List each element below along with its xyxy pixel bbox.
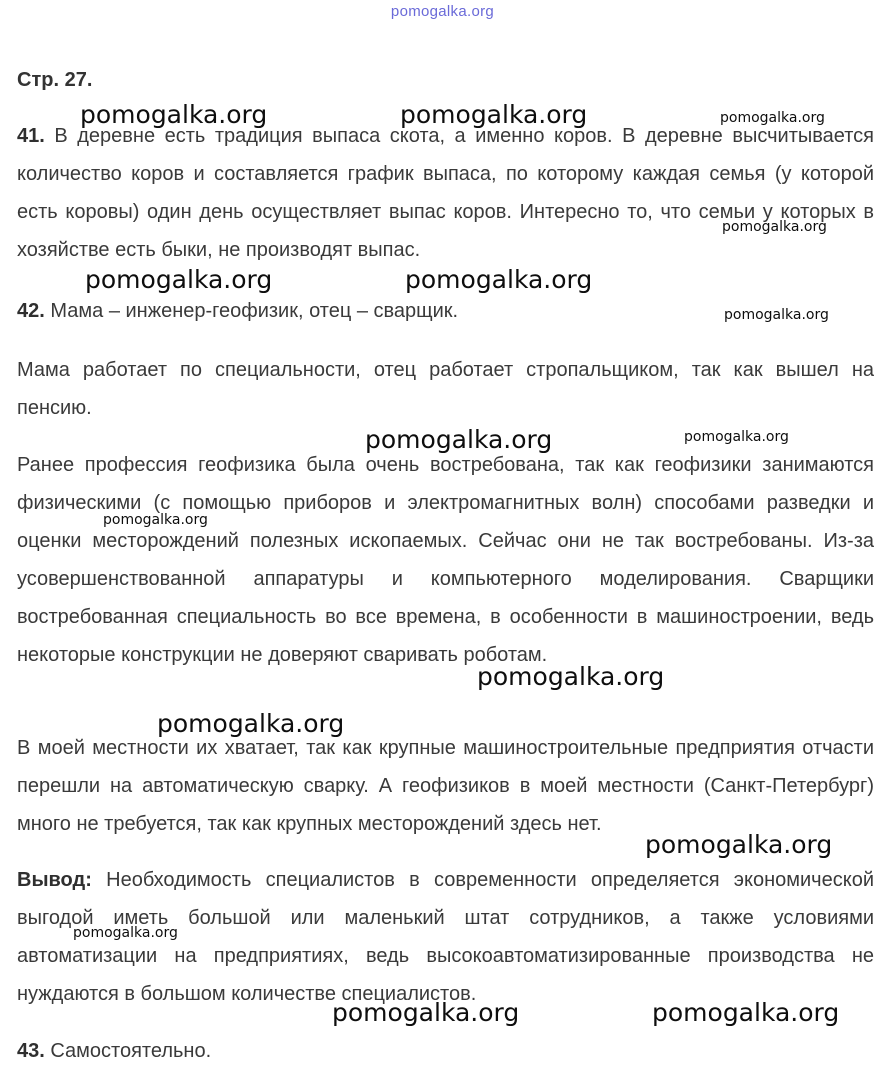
conclusion-label: Вывод: — [17, 869, 92, 891]
watermark: pomogalka.org — [332, 998, 520, 1027]
page-reference: Стр. 27. — [17, 69, 93, 91]
answer-42-paragraph-1: Мама работает по специальности, отец работает стропальщиком, так как вышел на пенсию. — [17, 359, 874, 419]
answer-42-paragraph-3: В моей местности их хватает, так как крупные машиностроительные предприятия отчасти перешли на автоматическую сварку. А геофизиков в моей местности (Санкт-Петербург) много не требуется, так как крупных месторождений здесь нет. — [17, 737, 874, 835]
answer-43-text: Самостоятельно. — [50, 1040, 212, 1062]
answer-41-text: В деревне есть традиция выпаса скота, а именно коров. В деревне высчитывается количество коров и составляется график выпаса, по которому каждая семья (у которой есть коровы) один день осуществляет выпас коров. Интересно то, что семьи у которых в хозяйстве есть быки, не производят выпас. — [17, 125, 874, 261]
watermark: pomogalka.org — [405, 265, 593, 294]
watermark: pomogalka.org — [477, 662, 665, 691]
watermark: pomogalka.org — [724, 307, 829, 323]
answer-43-number: 43. — [17, 1040, 45, 1062]
answer-42-number: 42. — [17, 300, 45, 322]
watermark: pomogalka.org — [365, 425, 553, 454]
answer-42-paragraph-2: Ранее профессия геофизика была очень востребована, так как геофизики занимаются физическими (с помощью приборов и электромагнитных волн) способами разведки и оценки месторождений полезных ископаемых. Сейчас они не так востребованы. Из-за усовершенствованной аппаратуры и компьютерного моделирования. Сварщики востребованная специальность во все времена, в особенности в машиностроении, ведь некоторые конструкции не доверяют сваривать роботам. — [17, 454, 874, 666]
answer-41-number: 41. — [17, 125, 45, 147]
conclusion-text: Необходимость специалистов в современности определяется экономической выгодой иметь большой или маленький штат сотрудников, а также условиями автоматизации на предприятиях, ведь высокоавтоматизированные производства не нуждаются в большом количестве специалистов. — [17, 869, 874, 1005]
watermark: pomogalka.org — [645, 830, 833, 859]
watermark: pomogalka.org — [73, 925, 178, 941]
watermark: pomogalka.org — [652, 998, 840, 1027]
watermark: pomogalka.org — [400, 100, 588, 129]
answer-41 — [17, 117, 874, 269]
watermark: pomogalka.org — [722, 219, 827, 235]
answer-42-text: Мама – инженер-геофизик, отец – сварщик. — [50, 300, 459, 322]
site-header-watermark: pomogalka.org — [390, 3, 495, 20]
watermark: pomogalka.org — [80, 100, 268, 129]
watermark: pomogalka.org — [684, 429, 789, 445]
answer-43 — [17, 1032, 874, 1070]
watermark: pomogalka.org — [103, 512, 208, 528]
watermark: pomogalka.org — [157, 709, 345, 738]
watermark: pomogalka.org — [85, 265, 273, 294]
watermark: pomogalka.org — [720, 110, 825, 126]
